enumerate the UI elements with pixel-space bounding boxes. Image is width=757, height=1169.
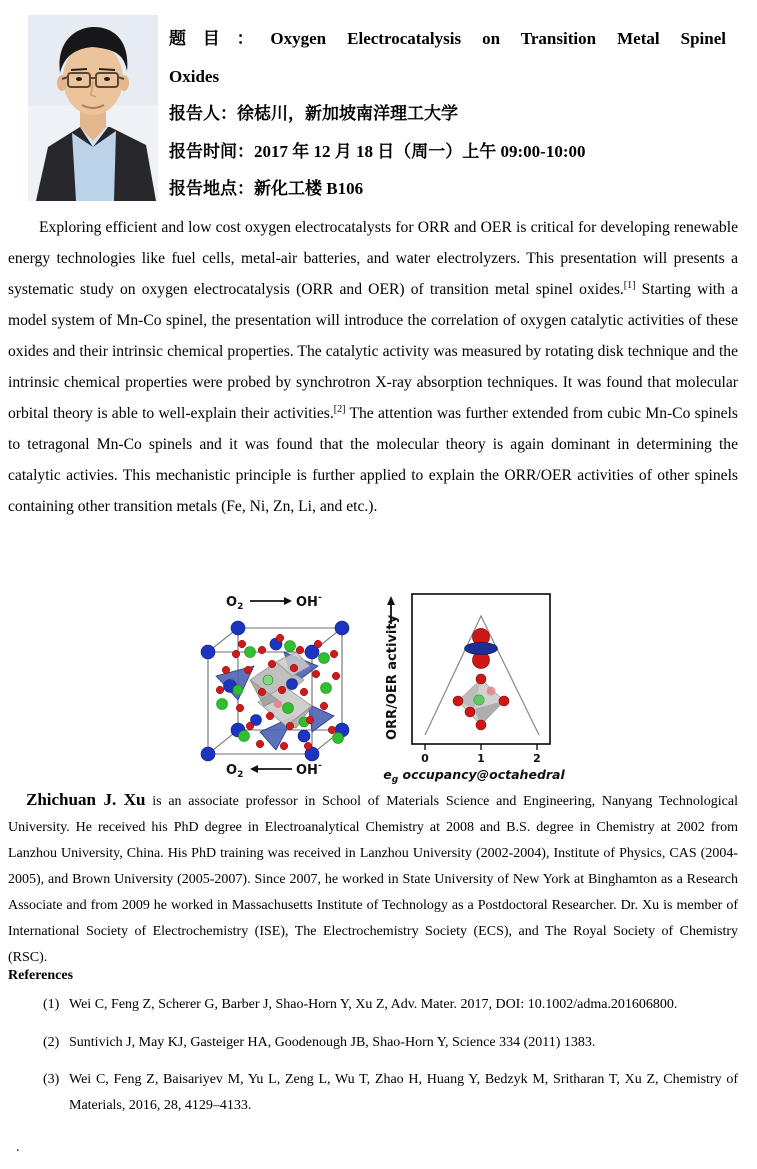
reference-text: Wei C, Feng Z, Scherer G, Barber J, Shao-Horn Y, Xu Z, Adv. Mater. 2017, DOI: 10.1002/adma.201606800. [69,997,678,1012]
reference-number: (3) [43,1072,60,1087]
header-text-block [169,15,726,208]
references-heading: References [8,968,74,983]
reference-item-2 [8,1030,738,1056]
x-tick-labels [421,752,541,765]
abstract-part-3: The attention was further extended from cubic Mn-Co spinels to tetragonal Mn-Co spinels and it was found that the molecular theory is again dominant in determining the catalytic activies. This mechanistic principle is further applied to explain the ORR/OER activities of other spinels containing other transition metals (Fe, Ni, Zn, Li, and etc.). [8,405,738,515]
arrow-left-head-icon [250,765,258,773]
svg-text:O2: $O_2$ [226,763,244,780]
svg-text:OH-: OH- [296,593,322,610]
x-axis-ticks [425,744,537,750]
title-line-2: Oxides [169,66,220,86]
abstract-paragraph [8,212,738,522]
svg-text:ORR/OER activity: ORR/OER activity [385,614,400,740]
svg-text:O2: $O_2$ [226,595,244,612]
oer-reaction-label [226,761,322,780]
title-line-1: 题目：Oxygen Electrocatalysis on Transition Metal Spinel [169,29,726,48]
citation-mark-2: [2] [333,403,346,415]
header [28,15,726,208]
references-list [8,992,738,1130]
reference-number: (2) [43,1034,60,1050]
time-line: 报告时间：2017 年 12 月 18 日（周一）上午 09:00-10:00 [169,141,586,161]
speaker-line: 报告人：徐梽川，新加坡南洋理工大学 [169,104,458,123]
svg-text:2: 2 [533,752,541,765]
bio-text: is an associate professor in School of Materials Science and Engineering, Nanyang Technological University. He received his PhD degree in Electroanalytical Chemistry at 2008 and B.S. degree in Chemistry at 2002 from Lanzhou University, China. His PhD training was received in Lanzhou University (2002-2004), Institute of Physics, CAS (2004-2005), and Brown University (2005-2007). Since 2007, he worked in State University of New York at Binghamton as a Research Associate and from 2009 he worked in Massachusetts Institute of Technology as a Postdoctoral Researcher. Dr. Xu is member of International Society of Electrochemistry (ISE), The Electrochemistry Society (ECS), and The Royal Society of Chemistry (RSC). [8,794,738,965]
spinel-structure-image [192,588,354,780]
abstract-part-2: Starting with a model system of Mn-Co spinel, the presentation will introduce the correlation of oxygen catalytic activities of these oxides and their intrinsic chemical properties. The catalytic activity was measured by rotating disk technique and the intrinsic chemical properties were probed by synchrotron X-ray absorption techniques. It was found that molecular orbital theory is able to well-explain their activities. [8,281,738,422]
citation-mark-1: [1] [623,279,636,291]
svg-text:0: 0 [421,752,429,765]
speaker-name: Zhichuan J. Xu [26,790,146,809]
venue-line: 报告地点：新化工楼 B106 [169,179,364,198]
speaker-photo [28,15,158,201]
arrow-right-head-icon [284,597,292,605]
reference-item-1 [8,992,738,1018]
svg-text:1: 1 [477,752,485,765]
footnote-mark: . [16,1140,20,1155]
reference-item-3 [8,1067,738,1118]
orr-reaction-label [226,593,322,612]
volcano-plot [380,588,565,788]
y-axis-label [385,596,400,740]
reference-text: Suntivich J, May KJ, Gasteiger HA, Goodenough JB, Shao-Horn Y, Science 334 (2011) 1383. [69,1034,596,1050]
y-axis-arrowhead-icon [387,596,395,605]
figure [0,588,757,788]
svg-text:OH-: OH- [296,761,322,778]
reference-text: Wei C, Feng Z, Baisariyev M, Yu L, Zeng L, Wu T, Zhao H, Huang Y, Bedzyk M, Sritharan T, Xu Z, Chemistry of Materials, 2016, 28, 4129–4133. [69,1072,738,1113]
x-axis-label: $e_g$ occupancy@octahedral [383,767,565,785]
reference-number: (1) [43,997,60,1012]
abstract-part-1: Exploring efficient and low cost oxygen electrocatalysts for ORR and OER is critical for developing renewable energy technologies like fuel cells, metal-air batteries, and water electrolyzers. This presentation will presents a systematic study on oxygen electrocatalysis (ORR and OER) of transition metal spinel oxides. [8,219,738,298]
bio-paragraph [8,787,738,971]
